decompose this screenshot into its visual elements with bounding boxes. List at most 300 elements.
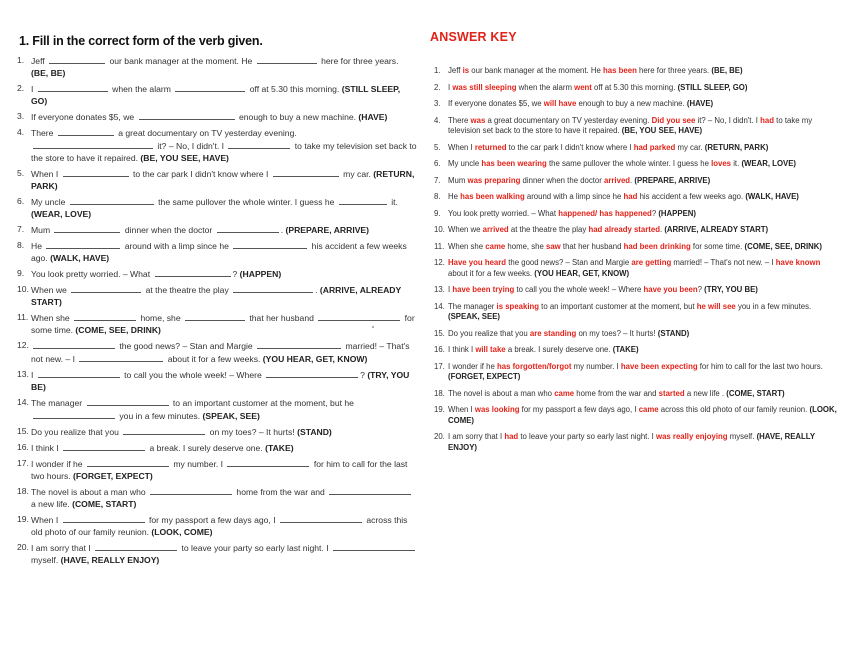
sentence-text: ? [360,370,368,380]
answer-text: happened/ has happened [558,208,652,218]
sentence-text: Mum [31,225,53,235]
sentence-text: I [448,82,453,92]
exercise-item-number: 17. [17,458,29,468]
sentence-text: to take my television set back to the store to have it repaired. [448,115,813,135]
sentence-text: . [280,225,286,235]
sentence-text: I am sorry that I [448,432,505,441]
answer-item-18 [430,389,842,400]
sentence-text: about it for a few weeks. [165,354,263,364]
verb-hint: (HAPPEN) [239,269,282,279]
answer-blank[interactable] [333,541,415,551]
sentence-text: home from the war and [574,388,659,398]
answer-blank[interactable] [233,239,307,249]
answer-blank[interactable] [79,352,163,362]
sentence-text: married! – That's not new. – I [671,258,776,267]
answer-text: went [574,82,592,92]
answer-blank[interactable] [227,457,309,467]
exercise-item-9 [17,267,417,280]
answer-text: has been [603,66,637,75]
answer-blank[interactable] [233,283,313,293]
answer-item-2 [430,83,842,94]
answer-item-number: 1. [434,66,441,75]
answer-text: was looking [474,405,520,414]
answer-item-16 [430,345,842,356]
answer-text: was preparing [467,175,521,185]
sentence-text: to an important customer at the moment, but he [170,398,354,408]
answer-blank[interactable] [185,311,245,321]
verb-hint: (RETURN, PARK) [31,169,415,191]
answer-blank[interactable] [58,126,114,136]
answer-blank[interactable] [95,541,177,551]
verb-hint: (STILL SLEEP, GO) [31,84,401,106]
exercise-item-number: 18. [17,486,29,496]
answer-text: arrived [482,225,509,234]
answer-item-number: 2. [434,82,441,92]
verb-hint: (BE, BE) [31,68,66,78]
answer-item-19 [430,405,842,426]
sentence-text: dinner when the doctor [122,225,215,235]
sentence-text: a new life . [684,388,727,398]
answer-blank[interactable] [150,485,232,495]
sentence-text: a break. I surely deserve one. [147,443,266,453]
answer-blank[interactable] [280,513,362,523]
answer-blank[interactable] [70,195,154,205]
answer-blank[interactable] [329,485,411,495]
exercise-item-number: 9. [17,268,25,278]
sentence-text: ? [232,269,240,279]
answer-key-title: ANSWER KEY [430,30,517,44]
answer-text: returned [474,142,507,152]
answer-text: loves [711,159,732,168]
exercise-item-5 [17,167,417,192]
sentence-text: it. [388,197,398,207]
verb-hint: (WEAR, LOVE) [741,159,797,168]
sentence-text: my number. I [170,459,226,469]
answer-item-number: 13. [434,285,445,294]
sentence-text: at the theatre the play [143,285,232,295]
answer-blank[interactable] [71,283,141,293]
answer-item-number: 5. [434,142,441,152]
answer-text: arrived [604,175,631,185]
sentence-text: When we [31,285,70,295]
answer-blank[interactable] [217,223,279,233]
sentence-text: ? [651,208,659,218]
verb-hint: (SPEAK, SEE) [202,411,260,421]
answer-blank[interactable] [74,311,136,321]
sentence-text: for him to call for the last two hours. [697,361,823,371]
sentence-text: that her husband [247,313,317,323]
exercise-item-3 [17,110,417,123]
answer-text: have known [775,258,821,267]
verb-hint: (HAPPEN) [658,208,697,218]
verb-hint: (WEAR, LOVE) [31,209,92,219]
answer-text: came [485,241,506,251]
sentence-text: about it for a few weeks. [448,268,535,278]
verb-hint: (FORGET, EXPECT) [73,471,153,481]
answer-blank[interactable] [87,396,169,406]
answer-item-number: 9. [434,208,441,218]
sentence-text: around with a limp since he [524,192,624,201]
sentence-text: around with a limp since he [122,241,232,251]
sentence-text: for my passport a few days ago, I [146,515,278,525]
verb-hint: (HAVE) [358,112,388,122]
sentence-text: to the car park I didn't know where I [130,169,271,179]
answer-item-14 [430,302,842,323]
sentence-text: When I [31,169,61,179]
exercise-item-4 [17,126,417,164]
answer-blank[interactable] [273,167,339,177]
exercise-item-7 [17,223,417,236]
sentence-text: the good news? – Stan and Margie [117,341,256,351]
verb-hint: (HAVE, REALLY ENJOY) [60,555,160,565]
answer-text: had [760,115,774,125]
answer-blank[interactable] [257,54,317,64]
sentence-text: myself. [727,432,757,441]
answer-blank[interactable] [33,139,153,149]
exercise-item-number: 8. [17,240,25,250]
answer-item-number: 4. [434,115,441,125]
answer-item-number: 6. [434,159,441,168]
sentence-text: home, she [138,313,183,323]
exercise-item-10 [17,283,417,308]
answer-text: was still sleeping [452,82,517,92]
exercise-item-number: 12. [17,340,29,350]
exercise-item-17 [17,457,417,482]
sentence-text: The novel is about a man who [31,487,149,497]
sentence-text: You look pretty worried. – What [448,208,559,218]
sentence-text: . [315,285,320,295]
answer-text: have been expecting [620,361,698,371]
verb-hint: (TRY, YOU BE) [704,285,758,294]
sentence-text: My uncle [31,197,68,207]
answer-item-number: 10. [434,225,445,234]
answer-item-6 [430,159,842,170]
answer-text: had [623,192,638,201]
exercise-item-number: 14. [17,397,29,407]
answer-text: he will see [696,301,736,311]
answer-blank[interactable] [54,223,120,233]
answer-text: has been wearing [481,159,547,168]
verb-hint: (STAND) [657,328,690,338]
answer-text: had already started [588,225,660,234]
answer-item-4 [430,116,842,137]
sentence-text: to take my television set back to the store to have it repaired. [31,141,417,163]
answer-blank[interactable] [33,339,115,349]
answer-blank[interactable] [33,409,115,419]
answer-blank[interactable] [318,311,400,321]
answer-item-number: 3. [434,99,441,108]
sentence-text: When I [448,142,475,152]
sentence-text: here for three years. [636,66,712,75]
sentence-text: The novel is about a man who [448,388,555,398]
sentence-text: . [659,225,665,234]
answer-blank[interactable] [139,110,235,120]
answer-item-10 [430,225,842,236]
sentence-text: When she [31,313,73,323]
sentence-text: his accident a few weeks ago. [637,192,746,201]
sentence-text: married! – That's not new. – I [31,341,410,364]
exercise-item-13 [17,368,417,393]
sentence-text: the same pullover the whole winter. I guess he [546,159,712,168]
sentence-text: across this old photo of our family reunion. [658,405,810,414]
sentence-text: my car. [340,169,374,179]
sentence-text: the same pullover the whole winter. I guess he [155,197,337,207]
answer-text: had been drinking [623,241,691,251]
sentence-text: I [448,285,453,294]
answer-blank[interactable] [339,195,387,205]
sentence-text: our bank manager at the moment. He [469,66,604,75]
exercise-item-18 [17,485,417,510]
sentence-text: When I [31,515,61,525]
answer-item-number: 8. [434,192,441,201]
sentence-text: the good news? – Stan and Margie [506,258,632,267]
answer-blank[interactable] [38,368,120,378]
verb-hint: (HAVE) [686,99,714,108]
answer-item-number: 7. [434,175,441,185]
sentence-text: a great documentary on TV yesterday evening. [115,128,297,138]
answer-key-list [430,66,842,453]
sentence-text: He [448,192,461,201]
verb-hint: (WALK, HAVE) [50,253,110,263]
verb-hint: (STILL SLEEP, GO) [677,82,748,92]
sentence-text: Do you realize that you [448,328,530,338]
answer-text: started [658,388,685,398]
exercise-item-number: 5. [17,168,25,178]
sentence-text: My uncle [448,159,482,168]
answer-text: is [462,66,470,75]
sentence-text: when the alarm [516,82,575,92]
answer-item-number: 17. [434,361,445,371]
sentence-text: There [448,115,471,125]
sentence-text: You look pretty worried. – What [31,269,153,279]
answer-blank[interactable] [123,425,205,435]
sentence-text: for my passport a few days ago, I [519,405,639,414]
sentence-text: When we [448,225,483,234]
verb-hint: (BE, BE) [711,66,743,75]
exercise-item-12 [17,339,417,365]
sentence-text: . [630,175,635,185]
verb-hint: (HAVE, REALLY ENJOY) [448,432,815,452]
stray-dot [372,326,374,328]
sentence-text: it? – No, I didn't. I [695,115,761,125]
verb-hint: (TRY, YOU BE) [31,370,410,392]
sentence-text: off at 5.30 this morning. [591,82,678,92]
exercise-item-number: 3. [17,111,25,121]
answer-item-17 [430,362,842,383]
exercise-item-6 [17,195,417,220]
exercise-item-number: 6. [17,196,25,206]
sentence-text: The manager [31,398,85,408]
verb-hint: (LOOK, COME) [448,405,837,425]
verb-hint: (COME, SEE, DRINK) [75,325,161,335]
sentence-text: our bank manager at the moment. He [107,56,255,66]
answer-text: Did you see [651,115,696,125]
verb-hint: (COME, SEE, DRINK) [744,241,823,251]
verb-hint: (BE, YOU SEE, HAVE) [140,153,229,163]
exercise-item-11 [17,311,417,336]
sentence-text: that her husband [560,241,624,251]
answer-blank[interactable] [46,239,120,249]
exercise-item-number: 11. [17,312,29,322]
answer-item-12 [430,258,842,279]
answer-item-9 [430,209,842,220]
answer-item-number: 19. [434,405,445,414]
sentence-text: to call you the whole week! – Where [514,285,644,294]
answer-text: is speaking [496,301,540,311]
answer-blank[interactable] [257,339,341,349]
answer-item-number: 14. [434,301,445,311]
sentence-text: here for three years. [318,56,399,66]
exercise-item-20 [17,541,417,566]
sentence-text: it. [731,159,742,168]
answer-blank[interactable] [175,82,245,92]
sentence-text: Mum [448,175,468,185]
answer-blank[interactable] [155,267,231,277]
sentence-text: I [31,84,36,94]
answer-blank[interactable] [63,513,145,523]
verb-hint: (PREPARE, ARRIVE) [634,175,711,185]
sentence-text: When she [448,241,486,251]
answer-text: will take [475,345,506,354]
sentence-text: a great documentary on TV yesterday evening. [485,115,652,125]
sentence-text: on my toes? – It hurts! [207,427,298,437]
sentence-text: Do you realize that you [31,427,122,437]
answer-text: came [554,388,575,398]
sentence-text: The manager [448,301,497,311]
answer-text: was really enjoying [656,432,728,441]
verb-hint: (ARRIVE, ALREADY START) [664,225,769,234]
sentence-text: across this old photo of our family reunion. [31,515,408,537]
sentence-text: my number. I [571,361,621,371]
sentence-text: you in a few minutes. [117,411,203,421]
answer-text: had parked [633,142,676,152]
verb-hint: (COME, START) [726,388,785,398]
answer-blank[interactable] [38,82,108,92]
sentence-text: I think I [448,345,476,354]
answer-blank[interactable] [63,441,145,451]
answer-text: was [470,115,486,125]
exercise-item-number: 10. [17,284,29,294]
verb-hint: (PREPARE, ARRIVE) [285,225,370,235]
exercise-item-number: 2. [17,83,25,93]
sentence-text: I wonder if he [448,361,497,371]
answer-item-8 [430,192,842,203]
answer-blank[interactable] [63,167,129,177]
sentence-text: on my toes? – It hurts! [576,328,658,338]
exercise-item-number: 20. [17,542,29,552]
answer-item-number: 20. [434,432,445,441]
answer-text: has been walking [460,192,525,201]
sentence-text: to call you the whole week! – Where [121,370,265,380]
sentence-text: when the alarm [109,84,174,94]
answer-text: has forgotten/forgot [496,361,572,371]
sentence-text: at the theatre the play [508,225,589,234]
verb-hint: (YOU HEAR, GET, KNOW) [534,268,630,278]
verb-hint: (RETURN, PARK) [704,142,769,152]
exercise-item-2 [17,82,417,107]
sentence-text: for him to call for the last two hours. [31,459,408,481]
exercise-item-16 [17,441,417,454]
answer-text: Have you heard [448,258,507,267]
exercise-item-number: 16. [17,442,29,452]
sentence-text: a break. I surely deserve one. [505,345,613,354]
answer-item-number: 12. [434,258,445,267]
verb-hint: (YOU HEAR, GET, KNOW) [262,354,368,364]
answer-blank[interactable] [87,457,169,467]
answer-item-1 [430,66,842,77]
answer-text: have been trying [452,285,515,294]
answer-item-3 [430,99,842,110]
verb-hint: (WALK, HAVE) [745,192,799,201]
answer-text: have you been [643,285,698,294]
exercise-item-number: 4. [17,127,25,137]
sentence-text: it? – No, I didn't. I [155,141,227,151]
answer-blank[interactable] [228,139,290,149]
verb-hint: (LOOK, COME) [151,527,213,537]
sentence-text: I am sorry that I [31,543,94,553]
sentence-text: for some time. [690,241,745,251]
answer-text: will have [543,99,577,108]
sentence-text: ? [697,285,705,294]
sentence-text: to leave your party so early last night. I [179,543,331,553]
sentence-text: to leave your party so early last night. I [518,432,657,441]
sentence-text: you in a few minutes. [735,301,812,311]
answer-item-number: 15. [434,328,445,338]
answer-blank[interactable] [266,368,358,378]
sentence-text: I think I [31,443,62,453]
answer-item-11 [430,242,842,253]
exercise-item-number: 7. [17,224,25,234]
exercise-item-1 [17,54,417,79]
sentence-text: I wonder if he [31,459,85,469]
exercise-section [17,34,417,569]
sentence-text: He [31,241,45,251]
answer-item-number: 16. [434,345,445,354]
sentence-text: off at 5.30 this morning. [247,84,342,94]
exercise-item-15 [17,425,417,438]
verb-hint: (ARRIVE, ALREADY START) [31,285,402,307]
verb-hint: (STAND) [297,427,332,437]
verb-hint: (COME, START) [72,499,137,509]
exercise-item-8 [17,239,417,264]
exercise-title: 1. Fill in the correct form of the verb given. [19,34,263,48]
sentence-text: Jeff [448,66,463,75]
sentence-text: myself. [31,555,61,565]
sentence-text: Jeff [31,56,48,66]
answer-item-number: 18. [434,388,445,398]
exercise-item-number: 1. [17,55,25,65]
sentence-text: to the car park I didn't know where I [506,142,634,152]
exercise-item-number: 13. [17,369,29,379]
answer-item-5 [430,143,842,154]
verb-hint: (TAKE) [265,443,294,453]
sentence-text: I [31,370,36,380]
verb-hint: (BE, YOU SEE, HAVE) [621,126,703,135]
sentence-text: a new life. [31,499,73,509]
answer-text: had [504,432,519,441]
exercise-item-number: 19. [17,514,29,524]
answer-key-section [430,30,842,459]
exercise-item-19 [17,513,417,538]
exercise-item-14 [17,396,417,422]
sentence-text: When I [448,405,475,414]
answer-text: are getting [631,258,672,267]
sentence-text: enough to buy a new machine. [236,112,359,122]
verb-hint: (FORGET, EXPECT) [448,372,521,381]
sentence-text: for some time. [31,313,415,335]
sentence-text: home, she [505,241,546,251]
answer-blank[interactable] [49,54,105,64]
